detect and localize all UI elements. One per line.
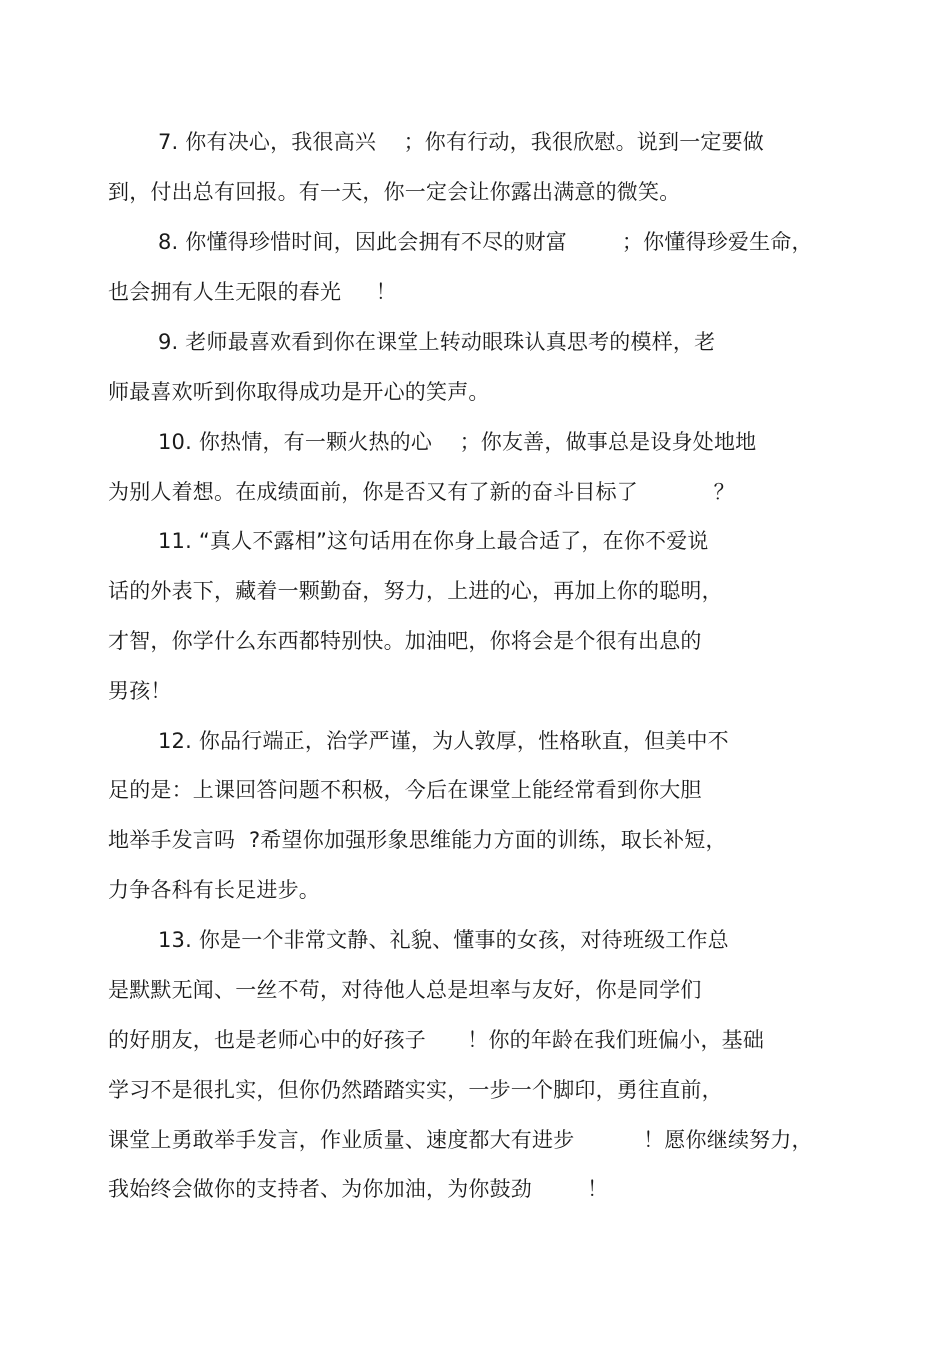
paragraph-13-line-4: 学习不是很扎实，但你仍然踏踏实实，一步一个脚印，勇往直前， [108, 1078, 723, 1102]
paragraph-8-line-1: 8. 你懂得珍惜时间，因此会拥有不尽的财富 ；你懂得珍爱生命， [158, 230, 813, 254]
paragraph-12-line-1: 12. 你品行端正，治学严谨，为人敦厚，性格耿直，但美中不 [158, 729, 729, 753]
paragraph-7-line-2: 到，付出总有回报。有一天，你一定会让你露出满意的微笑。 [108, 180, 681, 204]
paragraph-10-line-1: 10. 你热情，有一颗火热的心 ；你友善，做事总是设身处地地 [158, 430, 757, 454]
paragraph-11-line-4: 男孩！ [108, 679, 172, 703]
paragraph-11-line-1: 11. “真人不露相”这句话用在你身上最合适了，在你不爱说 [158, 529, 709, 553]
paragraph-7-line-1: 7. 你有决心，我很高兴 ；你有行动，我很欣慰。说到一定要做 [158, 130, 765, 154]
paragraph-9-line-2: 师最喜欢听到你取得成功是开心的笑声。 [108, 380, 490, 404]
paragraph-13-line-6: 我始终会做你的支持者、为你加油，为你鼓劲 ！ [108, 1177, 609, 1201]
paragraph-11-line-2: 话的外表下，藏着一颗勤奋，努力，上进的心，再加上你的聪明， [108, 579, 723, 603]
paragraph-9-line-1: 9. 老师最喜欢看到你在课堂上转动眼珠认真思考的模样，老 [158, 330, 716, 354]
paragraph-12-line-2: 足的是：上课回答问题不积极，今后在课堂上能经常看到你大胆 [108, 778, 702, 802]
paragraph-13-line-2: 是默默无闻、一丝不苟，对待他人总是坦率与友好，你是同学们 [108, 978, 702, 1002]
paragraph-12-line-4: 力争各科有长足进步。 [108, 878, 320, 902]
paragraph-13-line-1: 13. 你是一个非常文静、礼貌、懂事的女孩，对待班级工作总 [158, 928, 729, 952]
paragraph-13-line-3: 的好朋友，也是老师心中的好孩子 ！你的年龄在我们班偏小，基础 [108, 1028, 765, 1052]
paragraph-8-line-2: 也会拥有人生无限的春光 ！ [108, 280, 397, 304]
paragraph-12-line-3: 地举手发言吗 ?希望你加强形象思维能力方面的训练，取长补短， [108, 828, 727, 852]
paragraph-13-line-5: 课堂上勇敢举手发言，作业质量、速度都大有进步 ！愿你继续努力， [108, 1128, 813, 1152]
paragraph-10-line-2: 为别人着想。在成绩面前，你是否又有了新的奋斗目标了 ？ [108, 480, 735, 504]
paragraph-11-line-3: 才智，你学什么东西都特别快。加油吧，你将会是个很有出息的 [108, 629, 702, 653]
